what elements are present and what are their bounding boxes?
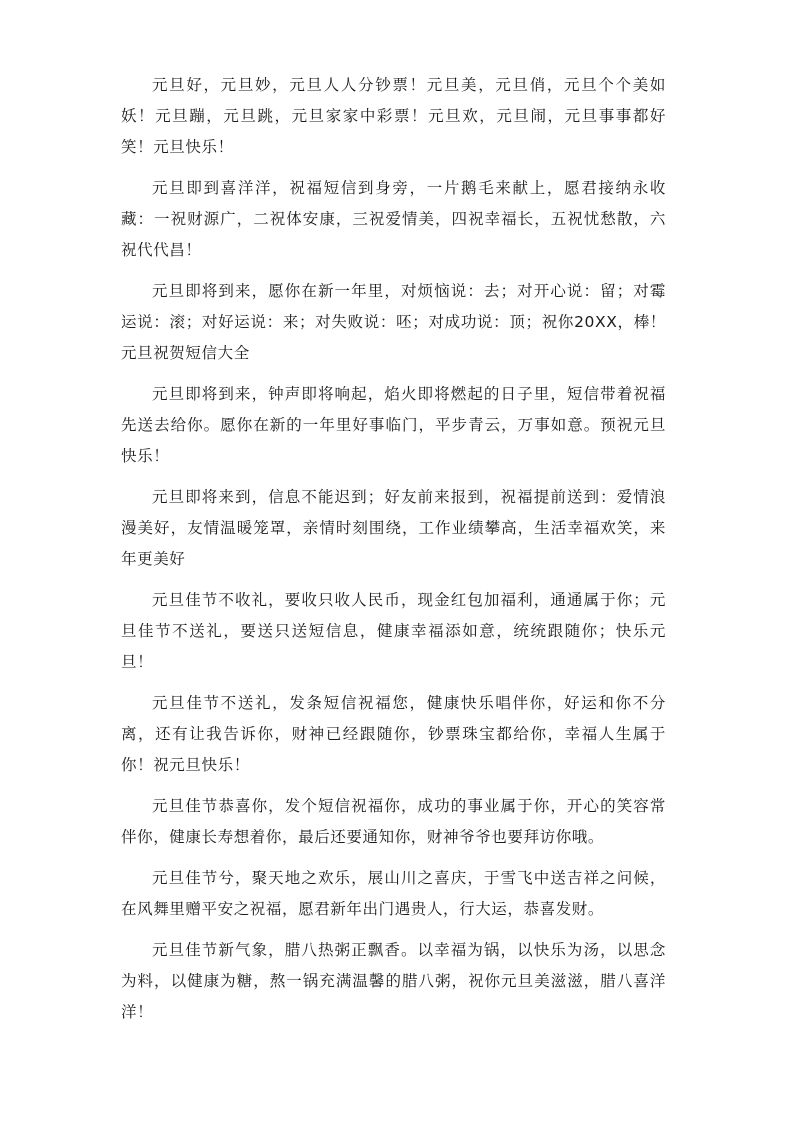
paragraph-10: 元旦佳节新气象，腊八热粥正飘香。以幸福为锅，以快乐为汤，以思念为料，以健康为糖，熬一锅充满温馨的腊八粥，祝你元旦美滋滋，腊八喜洋洋！ xyxy=(121,941,666,1021)
document-body xyxy=(121,70,666,1038)
paragraph-9: 元旦佳节兮，聚天地之欢乐，展山川之喜庆，于雪飞中送吉祥之问候，在风舞里赠平安之祝福，愿君新年出门遇贵人，行大运，恭喜发财。 xyxy=(121,869,666,918)
paragraph-2: 元旦即到喜洋洋，祝福短信到身旁，一片鹅毛来献上，愿君接纳永收藏：一祝财源广，二祝体安康，三祝爱情美，四祝幸福长，五祝忧愁散，六祝代代昌！ xyxy=(121,179,666,259)
paragraph-7: 元旦佳节不送礼，发条短信祝福您，健康快乐唱伴你，好运和你不分离，还有让我告诉你，财神已经跟随你，钞票珠宝都给你，幸福人生属于你！祝元旦快乐！ xyxy=(121,694,666,774)
paragraph-3: 元旦即将到来，愿你在新一年里，对烦恼说：去；对开心说：留；对霉运说：滚；对好运说：来；对失败说：呸；对成功说：顶；祝你20XX，棒！元旦祝贺短信大全 xyxy=(121,282,666,362)
paragraph-8: 元旦佳节恭喜你，发个短信祝福你，成功的事业属于你，开心的笑容常伴你，健康长寿想着你，最后还要通知你，财神爷爷也要拜访你哦。 xyxy=(121,797,666,846)
paragraph-1: 元旦好，元旦妙，元旦人人分钞票！元旦美，元旦俏，元旦个个美如妖！元旦蹦，元旦跳，元旦家家中彩票！元旦欢，元旦闹，元旦事事都好笑！元旦快乐！ xyxy=(121,76,666,156)
paragraph-6: 元旦佳节不收礼，要收只收人民币，现金红包加福利，通通属于你；元旦佳节不送礼，要送只送短信息，健康幸福添如意，统统跟随你；快乐元旦！ xyxy=(121,591,666,671)
paragraph-4: 元旦即将到来，钟声即将响起，焰火即将燃起的日子里，短信带着祝福先送去给你。愿你在新的一年里好事临门，平步青云，万事如意。预祝元旦快乐！ xyxy=(121,385,666,465)
paragraph-5: 元旦即将来到，信息不能迟到；好友前来报到，祝福提前送到：爱情浪漫美好，友情温暖笼罩，亲情时刻围绕，工作业绩攀高，生活幸福欢笑，来年更美好 xyxy=(121,488,666,568)
